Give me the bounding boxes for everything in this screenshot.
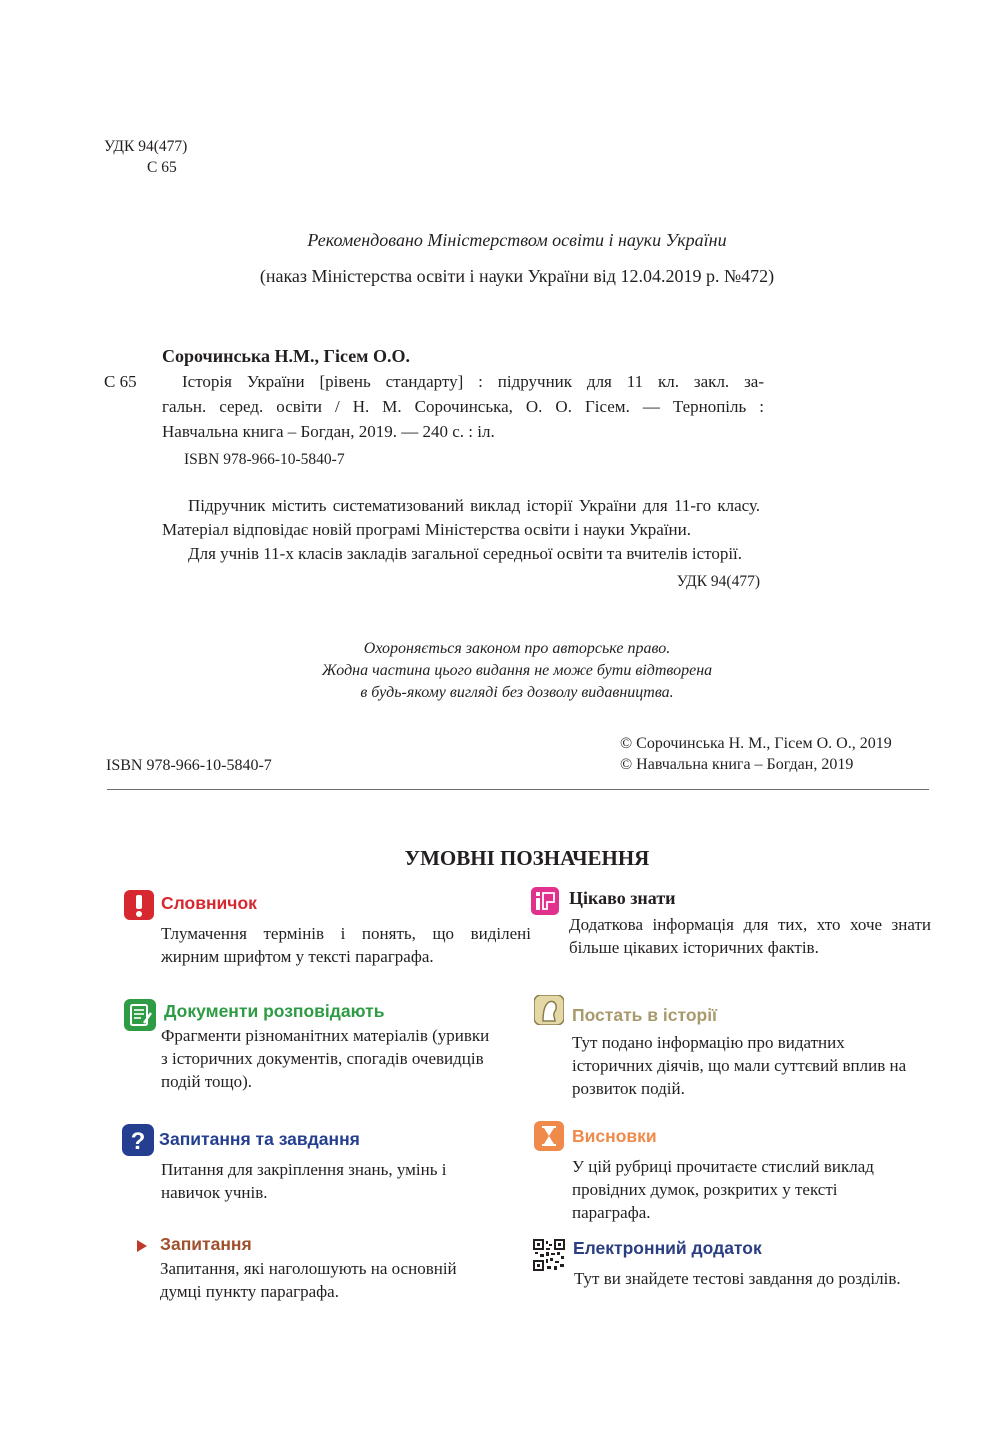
bibliographic-record: [104, 344, 764, 472]
copyright-line: © Сорочинська Н. М., Гісем О. О., 2019: [620, 735, 892, 752]
qr-code-icon: [533, 1239, 565, 1276]
legend-item-title: Висновки: [572, 1126, 657, 1146]
udk-code-top: [104, 136, 187, 178]
legend-item-title: Цікаво знати: [569, 888, 676, 908]
udk-author-mark: С 65: [147, 159, 177, 176]
abstract-paragraph: Підручник містить систематизований виклад історії України для 11-го класу. Матеріал відповідає новій програмі Міністерства освіти і науки України.: [162, 496, 760, 539]
recommendation-line: Рекомендовано Міністерством освіти і науки України: [307, 230, 727, 250]
biblio-line-3: Навчальна книга – Богдан, 2019. — 240 с. : іл.: [162, 422, 495, 441]
legend-item-questions-tasks: [159, 1129, 499, 1204]
legend-item-desc: Запитання, які наголошують на основній думці пункту параграфа.: [160, 1259, 457, 1301]
legend-item-desc: Тут подано інформацію про видатних історичних діячів, що мали суттєвий вплив на розвиток подій.: [572, 1033, 907, 1098]
hourglass-icon: [534, 1121, 564, 1156]
biblio-line-1: Історія України [рівень стандарту] : підручник для 11 кл. закл. за-: [182, 372, 764, 391]
legend-item-documents: [161, 1001, 531, 1093]
divider: [107, 789, 929, 790]
recommendation-order: (наказ Міністерства освіти і науки України від 12.04.2019 р. №472): [259, 266, 775, 286]
copyright-line: © Навчальна книга – Богдан, 2019: [620, 756, 854, 773]
copyright-note-line: Жодна частина цього видання не може бути відтворена: [321, 662, 713, 679]
legend-item-title: Документи розповідають: [164, 1001, 385, 1021]
legend-item-title: Електронний додаток: [573, 1238, 762, 1258]
copyright-note-line: в будь-якому вигляді без дозволу видавництва.: [360, 684, 674, 701]
abstract-audience: Для учнів 11-х класів закладів загальної середньої освіти та вчителів історії.: [188, 544, 743, 563]
svg-text:?: ?: [130, 1128, 146, 1155]
legend-item-electronic-supplement: [573, 1238, 913, 1290]
udk-code: УДК 94(477): [676, 573, 760, 590]
legend-item-desc: Тлумачення термінів і понять, що виділені жирним шрифтом у тексті параграфа.: [161, 924, 531, 966]
legend-item-interesting: [569, 888, 931, 959]
copyright-note-line: Охороняється законом про авторське право.: [363, 640, 671, 657]
legend-item-title: Постать в історії: [572, 1005, 717, 1025]
legend-item-desc: Додаткова інформація для тих, хто хоче знати більше цікавих історичних фактів.: [569, 915, 931, 957]
author-mark: С 65: [104, 372, 137, 391]
info-icon: [531, 887, 559, 920]
legend-item-desc: Фрагменти різноманітних матеріалів (уривки з історичних документів, спогадів очевидців подій тощо).: [161, 1026, 490, 1091]
question-icon: [122, 1124, 154, 1161]
triangle-icon: [137, 1239, 147, 1257]
legend-item-question: [160, 1234, 500, 1303]
isbn: ISBN 978-966-10-5840-7: [184, 451, 345, 468]
legend-item-title: Запитання та завдання: [159, 1129, 360, 1149]
legend-item-conclusions: [572, 1126, 912, 1224]
exclamation-icon: [124, 890, 154, 925]
copyright-note: [0, 638, 1004, 704]
portrait-icon: [534, 995, 564, 1030]
authors: Сорочинська Н.М., Гісем О.О.: [162, 346, 410, 366]
legend-item-desc: Питання для закріплення знань, умінь і навичок учнів.: [161, 1160, 447, 1202]
document-icon: [124, 999, 156, 1036]
isbn-bottom: ISBN 978-966-10-5840-7: [106, 757, 272, 774]
legend-item-title: Запитання: [160, 1234, 252, 1254]
biblio-line-2: гальн. серед. освіти / Н. М. Сорочинська, О. О. Гісем. — Тернопіль :: [162, 397, 764, 416]
abstract: [162, 494, 760, 594]
legend-title: УМОВНІ ПОЗНАЧЕННЯ: [404, 846, 650, 870]
legend-item-desc: У цій рубриці прочитаєте стислий виклад провідних думок, розкритих у тексті параграфа.: [572, 1157, 874, 1222]
legend-item-historical-figure: [572, 1005, 932, 1100]
copyright-holders: [620, 733, 892, 775]
legend-item-desc: Тут ви знайдете тестові завдання до розділів.: [574, 1269, 901, 1288]
recommendation: [0, 228, 1004, 288]
legend-item-title: Словничок: [161, 893, 257, 913]
legend-item-glossary: [161, 893, 531, 968]
udk-line: УДК 94(477): [104, 138, 188, 155]
